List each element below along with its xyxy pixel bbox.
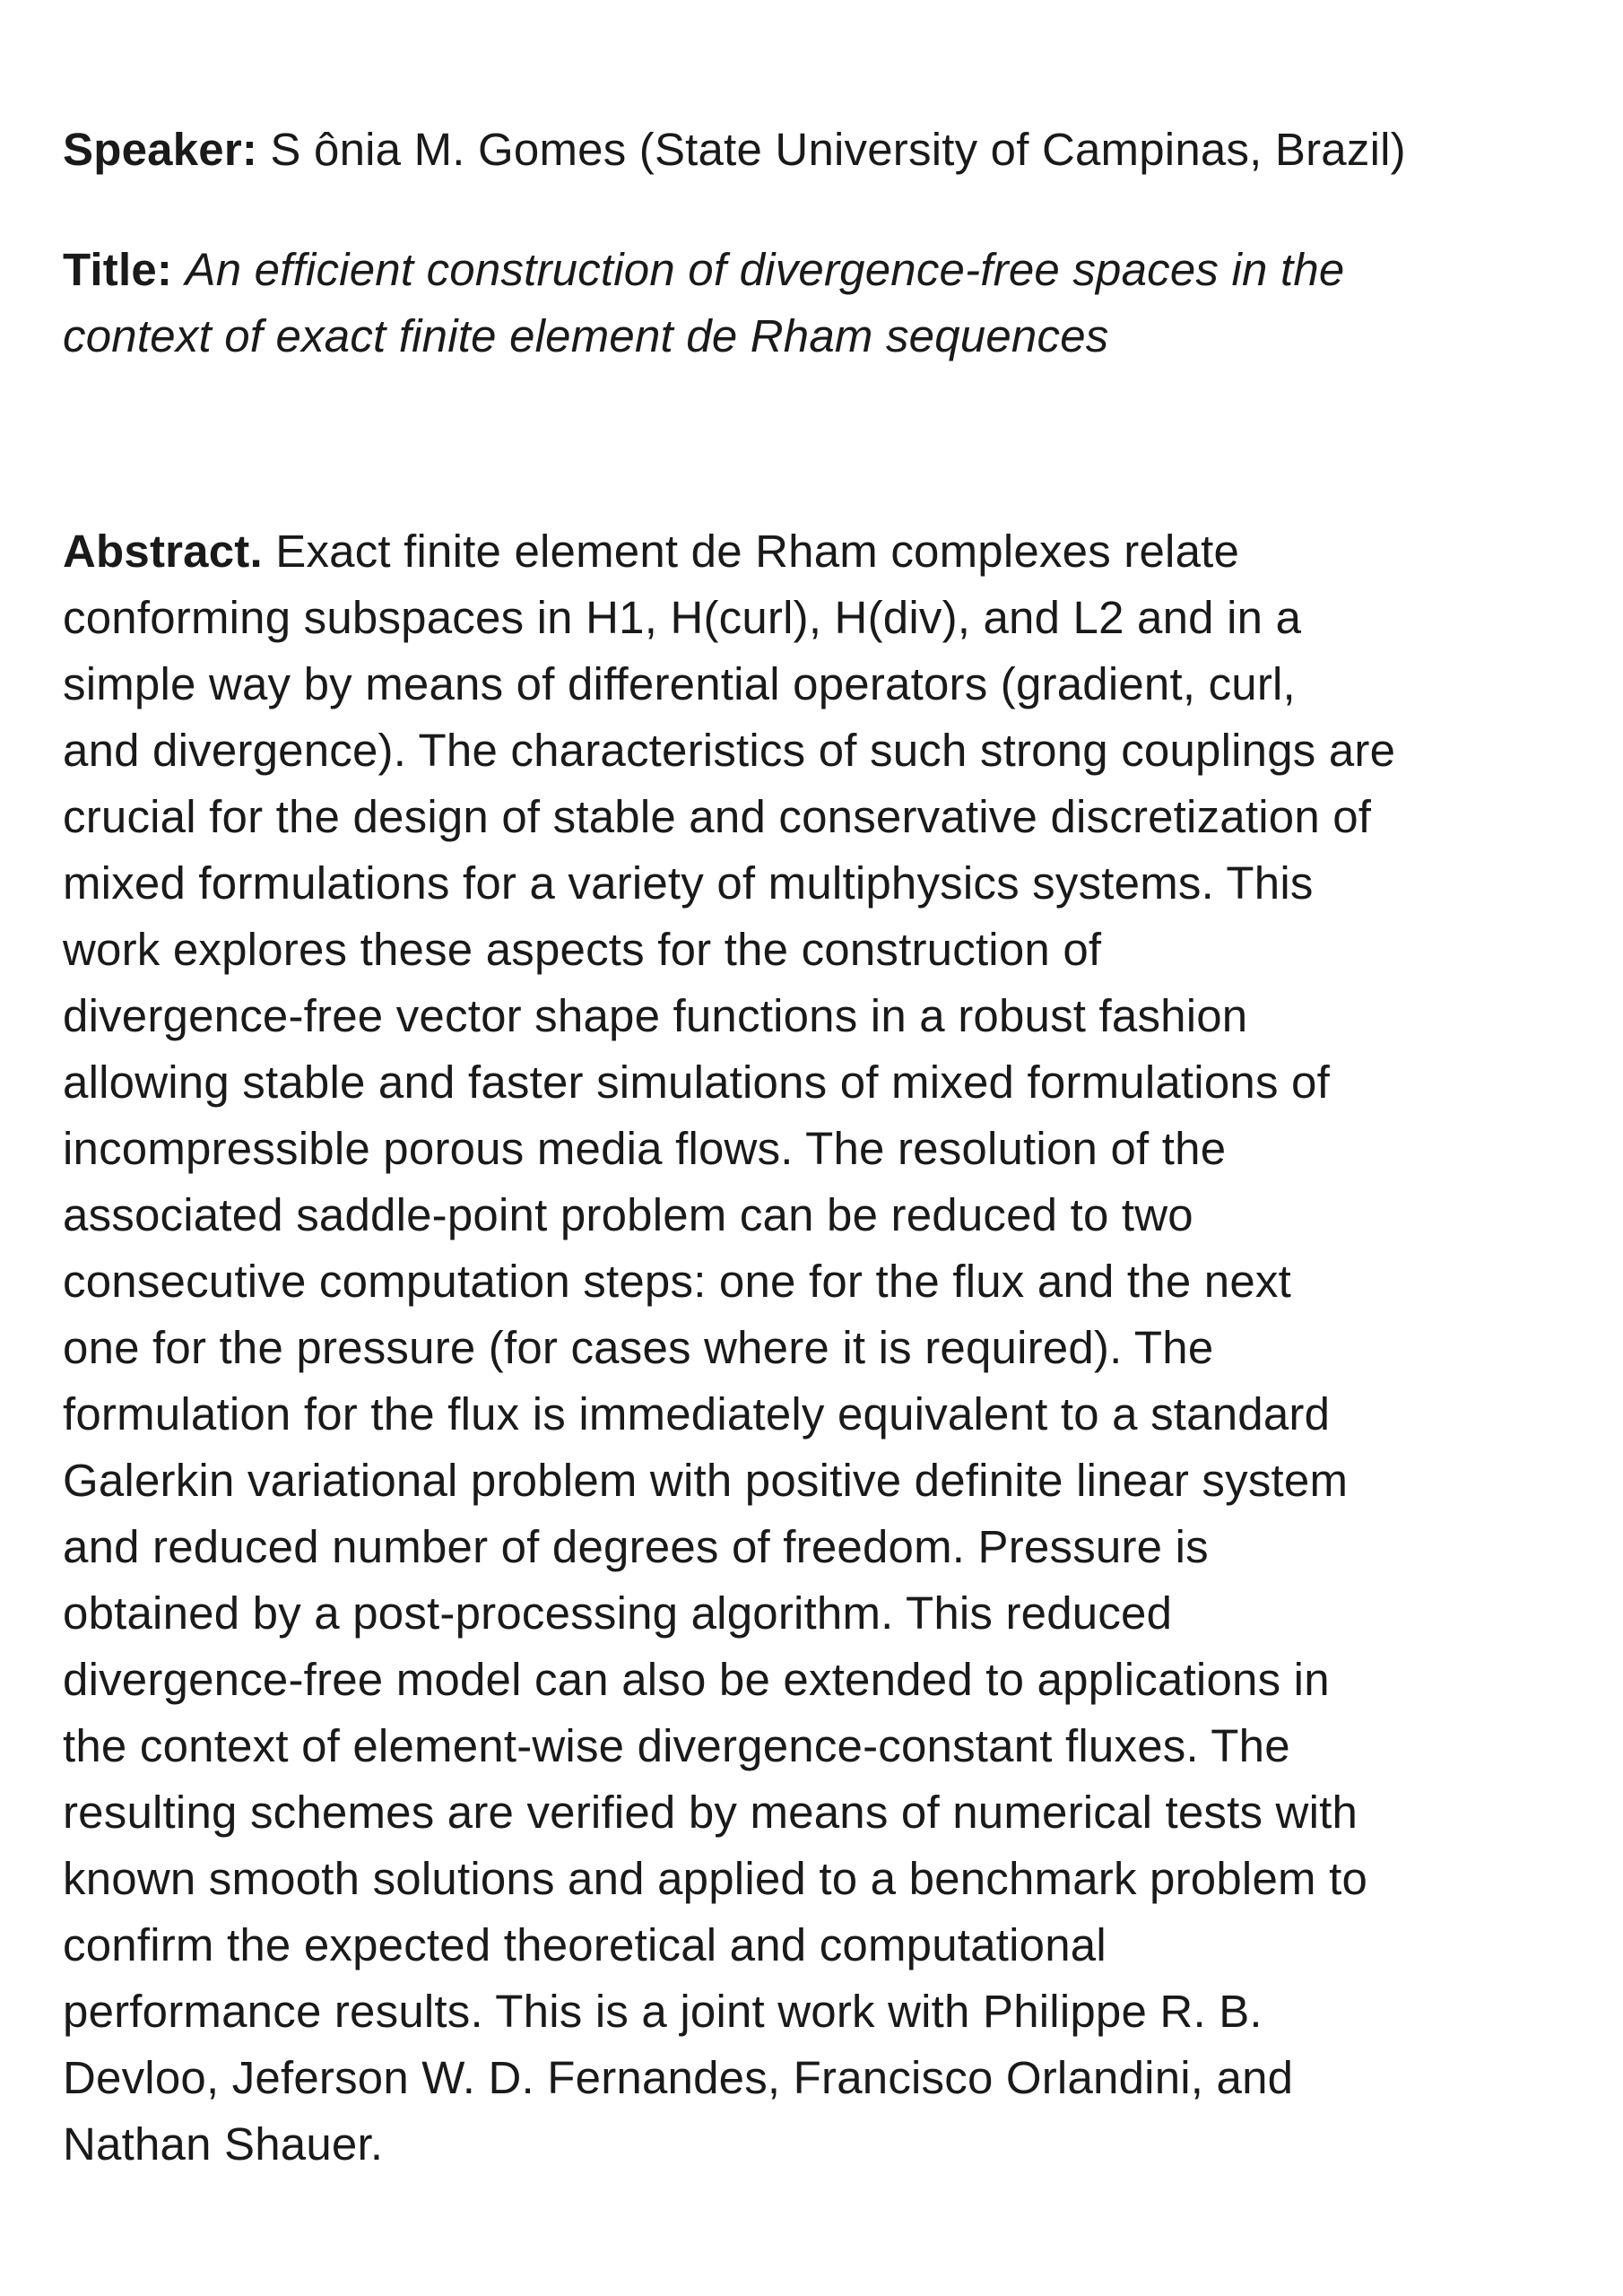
abstract-line: performance results. This is a joint work with Philippe R. B.: [63, 1986, 1263, 2037]
title-block: [63, 237, 1569, 370]
abstract-line: formulation for the flux is immediately equivalent to a standard: [63, 1388, 1331, 1439]
abstract-line: known smooth solutions and applied to a benchmark problem to: [63, 1853, 1368, 1904]
abstract-line: allowing stable and faster simulations of mixed formulations of: [63, 1057, 1330, 1108]
abstract-line: mixed formulations for a variety of multiphysics systems. This: [63, 857, 1314, 909]
abstract-block: [63, 518, 1569, 2178]
abstract-line: divergence-free vector shape functions in a robust fashion: [63, 990, 1248, 1041]
speaker-label: Speaker:: [63, 124, 258, 175]
abstract-line: crucial for the design of stable and conservative discretization of: [63, 791, 1372, 842]
title-label: Title:: [63, 244, 173, 295]
abstract-line: associated saddle-point problem can be reduced to two: [63, 1189, 1193, 1240]
abstract-line: Nathan Shauer.: [63, 2118, 384, 2170]
abstract-line: resulting schemes are verified by means of numerical tests with: [63, 1787, 1358, 1838]
abstract-line: simple way by means of differential operators (gradient, curl,: [63, 658, 1296, 709]
title-line: [63, 237, 1569, 303]
title-text: An efficient construction of divergence-free spaces in the: [185, 244, 1345, 295]
abstract-line: conforming subspaces in H1, H(curl), H(div), and L2 and in a: [63, 592, 1302, 643]
abstract-line: the context of element-wise divergence-constant fluxes. The: [63, 1720, 1290, 1771]
abstract-line: work explores these aspects for the construction of: [63, 924, 1102, 975]
abstract-line: Devloo, Jeferson W. D. Fernandes, Francisco Orlandini, and: [63, 2052, 1294, 2103]
abstract-line: [63, 518, 1569, 585]
title-text: context of exact finite element de Rham sequences: [63, 310, 1109, 361]
abstract-line: one for the pressure (for cases where it is required). The: [63, 1322, 1214, 1373]
abstract-line: consecutive computation steps: one for the flux and the next: [63, 1256, 1291, 1307]
abstract-line: confirm the expected theoretical and computational: [63, 1919, 1107, 1970]
abstract-line: and divergence). The characteristics of such strong couplings are: [63, 725, 1396, 776]
abstract-line: divergence-free model can also be extended to applications in: [63, 1654, 1330, 1705]
document-page: [63, 117, 1569, 2178]
abstract-text: Exact finite element de Rham complexes relate: [262, 526, 1240, 577]
abstract-line: obtained by a post-processing algorithm. This reduced: [63, 1587, 1173, 1639]
speaker-line: [63, 117, 1569, 183]
speaker-name: S ônia M. Gomes (State University of Campinas, Brazil): [257, 124, 1406, 175]
abstract-line: Galerkin variational problem with positive definite linear system: [63, 1455, 1349, 1506]
abstract-label: Abstract.: [63, 526, 263, 577]
abstract-line: incompressible porous media flows. The resolution of the: [63, 1123, 1227, 1174]
abstract-body: [63, 585, 1569, 2178]
abstract-line: and reduced number of degrees of freedom. Pressure is: [63, 1521, 1209, 1572]
